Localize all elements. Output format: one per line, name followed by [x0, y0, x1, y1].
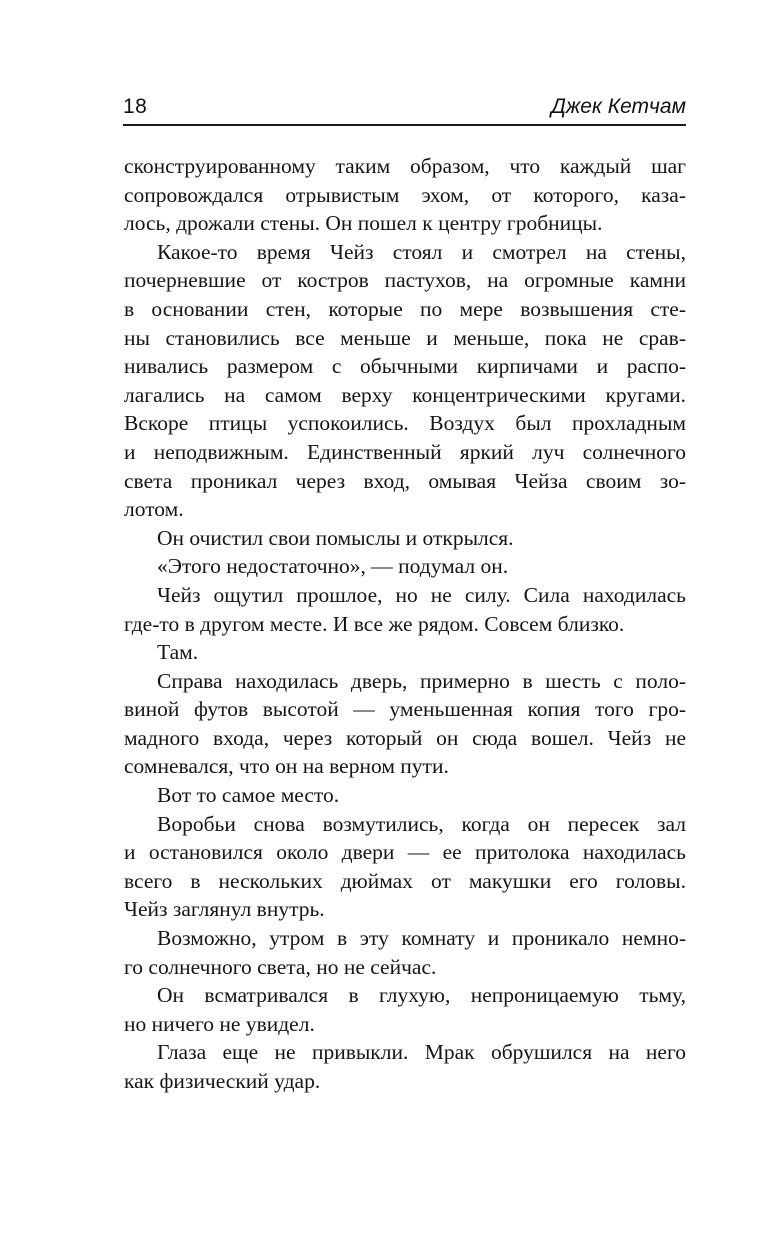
text-line: Воробьи снова возмутились, когда он пересек зал — [157, 811, 686, 836]
paragraph — [124, 552, 686, 581]
text-line: лагались на самом верху концентрическими кругами. — [124, 382, 686, 407]
text-line: Чейз заглянул внутрь. — [124, 897, 325, 922]
running-head-author: Джек Кетчам — [551, 95, 686, 118]
paragraph — [124, 638, 686, 667]
text-line: где-то в другом месте. И все же рядом. Совсем близко. — [124, 611, 625, 636]
text-line: Вскоре птицы успокоились. Воздух был прохладным — [124, 411, 686, 436]
text-line: Какое-то время Чейз стоял и смотрел на стены, — [157, 239, 686, 264]
paragraph — [124, 152, 686, 238]
paragraph — [124, 1038, 686, 1095]
text-line: го солнечного света, но не сейчас. — [124, 954, 437, 979]
text-line: и остановился около двери — ее притолока находилась — [124, 840, 686, 865]
text-line: нивались размером с обычными кирпичами и распо- — [124, 354, 686, 379]
text-line: Он очистил свои помыслы и открылся. — [157, 525, 514, 550]
text-line: в основании стен, которые по мере возвышения сте- — [124, 296, 686, 321]
text-line: почерневшие от костров пастухов, на огромные камни — [124, 268, 686, 293]
text-line: но ничего не увидел. — [124, 1011, 315, 1036]
text-line: лось, дрожали стены. Он пошел к центру гробницы. — [124, 211, 603, 236]
text-line: света проникал через вход, омывая Чейза своим зо- — [124, 468, 686, 493]
text-line: ны становились все меньше и меньше, пока не срав- — [124, 325, 686, 350]
text-line: всего в нескольких дюймах от макушки его головы. — [124, 868, 686, 893]
text-line: сконструированному таким образом, что каждый шаг — [124, 154, 686, 178]
text-line: мадного входа, через который он сюда вошел. Чейз не — [124, 725, 686, 750]
text-line: как физический удар. — [124, 1069, 321, 1093]
paragraph — [124, 581, 686, 638]
paragraph — [124, 238, 686, 524]
text-line: Возможно, утром в эту комнату и проникало немно- — [157, 926, 686, 951]
text-line: Он всматривался в глухую, непроницаемую тьму, — [157, 983, 686, 1008]
running-header — [123, 90, 686, 126]
paragraph — [124, 781, 686, 810]
paragraph — [124, 667, 686, 781]
page-number: 18 — [123, 95, 148, 118]
text-line: Чейз ощутил прошлое, но не силу. Сила находилась — [157, 582, 686, 607]
paragraph — [124, 524, 686, 553]
text-line: виной футов высотой — уменьшенная копия того гро- — [124, 697, 686, 722]
text-line: Там. — [157, 640, 199, 665]
body-text — [124, 152, 686, 1096]
text-line: сомневался, что он на верном пути. — [124, 754, 449, 779]
text-line: и неподвижным. Единственный яркий луч солнечного — [124, 439, 686, 464]
text-line: Справа находилась дверь, примерно в шесть с поло- — [157, 668, 686, 693]
paragraph — [124, 981, 686, 1038]
text-line: Глаза еще не привыкли. Мрак обрушился на него — [157, 1040, 686, 1065]
text-line: «Этого недостаточно», — подумал он. — [157, 554, 509, 579]
text-line: Вот то самое место. — [157, 783, 340, 808]
text-line: сопровождался отрывистым эхом, от которого, каза- — [124, 182, 686, 207]
paragraph — [124, 924, 686, 981]
paragraph — [124, 810, 686, 924]
text-line: лотом. — [124, 497, 184, 522]
